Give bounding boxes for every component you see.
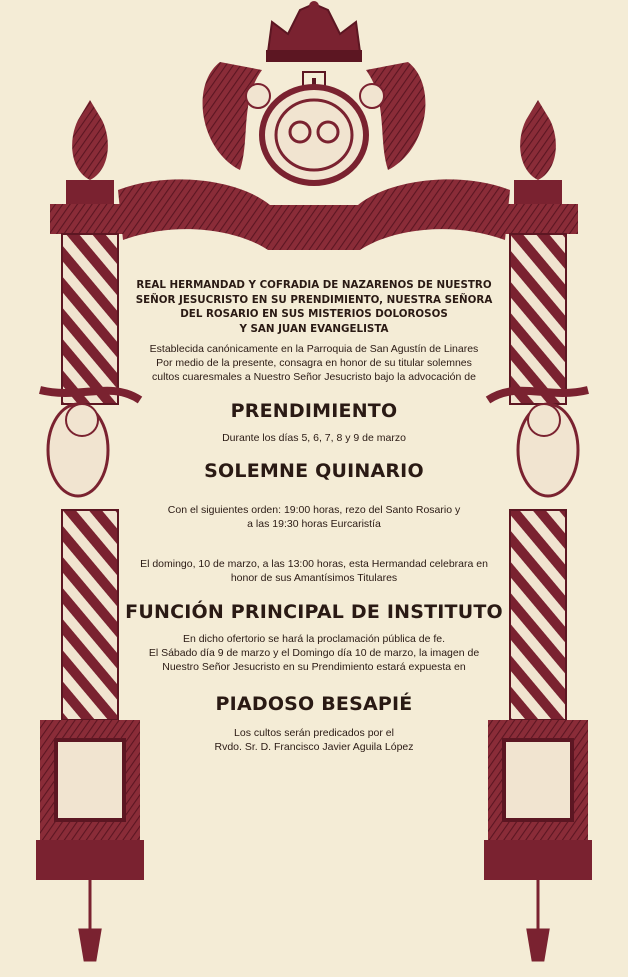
dates-line: Durante los días 5, 6, 7, 8 y 9 de marzo <box>222 431 406 444</box>
intro-paragraph <box>120 342 508 385</box>
announcement-text <box>120 268 508 755</box>
organization-name <box>120 278 508 336</box>
text-line: Los cultos serán predicados por el <box>234 727 394 740</box>
heading-prendimiento: PRENDIMIENTO <box>230 399 398 422</box>
heading-quinario: SOLEMNE QUINARIO <box>204 459 424 482</box>
order-paragraph <box>120 503 508 531</box>
text-line: El Sábado día 9 de marzo y el Domingo día 10 de marzo, la imagen de <box>148 646 480 659</box>
text-line: Por medio de la presente, consagra en honor de su titular solemnes <box>156 357 472 370</box>
tassel <box>80 880 548 960</box>
crest <box>118 1 510 250</box>
organization-line: SEÑOR JESUCRISTO EN SU PRENDIMIENTO, NUESTRA SEÑORA <box>135 293 493 306</box>
text-line: Nuestro Señor Jesucristo en su Prendimiento estará expuesta en <box>162 661 466 674</box>
heading-funcion-principal: FUNCIÓN PRINCIPAL DE INSTITUTO <box>125 600 503 623</box>
text-line: a las 19:30 horas Eurcaristía <box>247 518 381 531</box>
organization-line: REAL HERMANDAD Y COFRADIA DE NAZARENOS DE NUESTRO <box>136 279 492 291</box>
offertory-paragraph <box>120 632 508 675</box>
crown-icon <box>266 1 362 62</box>
text-line: Con el siguientes orden: 19:00 horas, rezo del Santo Rosario y <box>167 503 461 516</box>
text-line: Rvdo. Sr. D. Francisco Javier Aguila López <box>214 741 414 754</box>
organization-line: Y SAN JUAN EVANGELISTA <box>239 322 389 335</box>
text-line: honor de sus Amantísimos Titulares <box>230 572 398 585</box>
text-line: Establecida canónicamente en la Parroquia de San Agustín de Linares <box>149 343 479 355</box>
sunday-paragraph <box>120 557 508 585</box>
organization-line: DEL ROSARIO EN SUS MISTERIOS DOLOROSOS <box>180 308 448 320</box>
heading-besapie: PIADOSO BESAPIÉ <box>215 693 413 716</box>
text-line: En dicho ofertorio se hará la proclamación pública de fe. <box>182 632 446 645</box>
preacher-paragraph <box>120 726 508 754</box>
coat-of-arms-icon <box>262 87 366 183</box>
text-line: cultos cuaresmales a Nuestro Señor Jesucristo bajo la advocación de <box>152 371 476 384</box>
text-line: El domingo, 10 de marzo, a las 13:00 horas, esta Hermandad celebrara en <box>140 558 488 571</box>
